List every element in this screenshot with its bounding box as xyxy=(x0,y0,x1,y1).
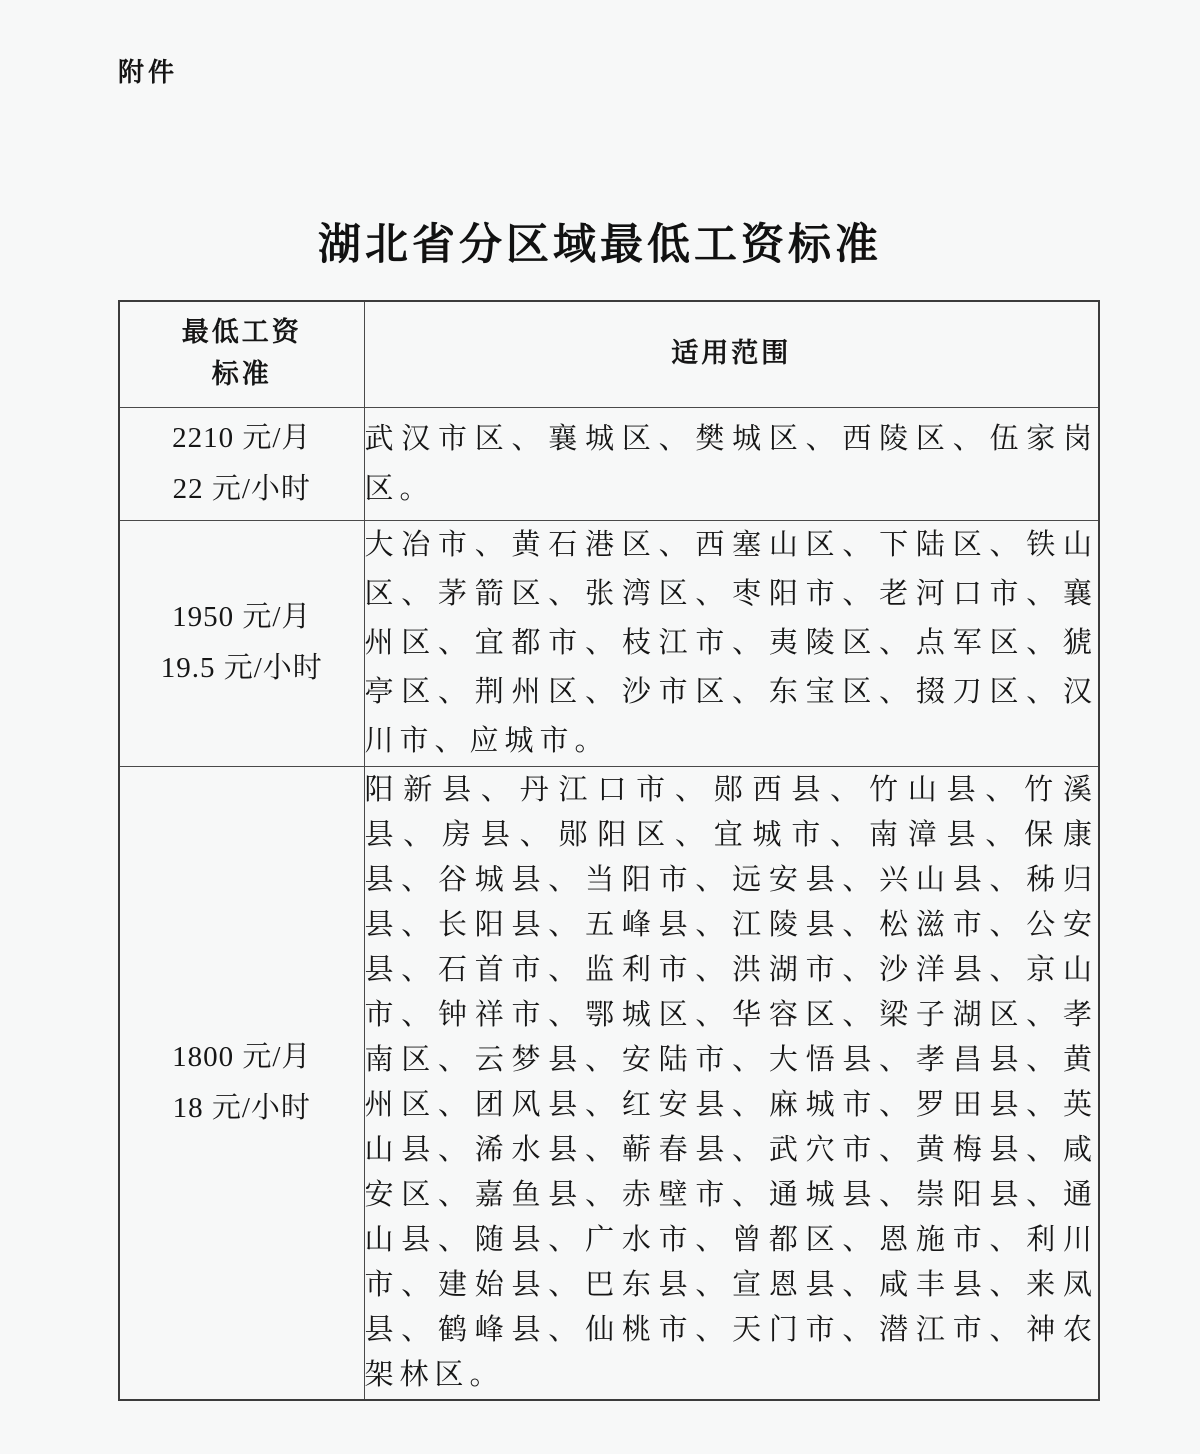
table-row xyxy=(119,766,1099,1400)
wage-standard-cell xyxy=(119,407,364,520)
wage-monthly: 1950 元/月 xyxy=(172,601,312,634)
wage-hourly: 19.5 元/小时 xyxy=(160,652,323,684)
scope-cell: 大冶市、黄石港区、西塞山区、下陆区、铁山区、茅箭区、张湾区、枣阳市、老河口市、襄州区、宜都市、枝江市、夷陵区、点军区、猇亭区、荆州区、沙市区、东宝区、掇刀区、汉川市、应城市。 xyxy=(364,520,1099,766)
wage-hourly: 18 元/小时 xyxy=(172,1091,311,1124)
column-header-wage-line1: 最低工资 xyxy=(181,317,302,348)
table-row xyxy=(119,520,1099,766)
column-header-wage-line2: 标准 xyxy=(211,359,272,390)
attachment-label: 附件 xyxy=(118,57,179,87)
scope-cell: 阳新县、丹江口市、郧西县、竹山县、竹溪县、房县、郧阳区、宜城市、南漳县、保康县、谷城县、当阳市、远安县、兴山县、秭归县、长阳县、五峰县、江陵县、松滋市、公安县、石首市、监利市、洪湖市、沙洋县、京山市、钟祥市、鄂城区、华容区、梁子湖区、孝南区、云梦县、安陆市、大悟县、孝昌县、黄州区、团风县、红安县、麻城市、罗田县、英山县、浠水县、蕲春县、武穴市、黄梅县、咸安区、嘉鱼县、赤壁市、通城县、崇阳县、通山县、随县、广水市、曾都区、恩施市、利川市、建始县、巴东县、宣恩县、咸丰县、来凤县、鹤峰县、仙桃市、天门市、潜江市、神农架林区。 xyxy=(364,766,1099,1400)
wage-standard-cell xyxy=(119,520,364,766)
wage-monthly: 2210 元/月 xyxy=(172,421,312,454)
table-row xyxy=(119,407,1099,520)
wage-hourly: 22 元/小时 xyxy=(172,472,311,505)
page-title: 湖北省分区域最低工资标准 xyxy=(318,221,882,269)
scope-cell: 武汉市区、襄城区、樊城区、西陵区、伍家岗区。 xyxy=(364,407,1099,520)
column-header-wage-standard xyxy=(119,301,364,407)
wage-standards-table xyxy=(118,300,1100,1401)
column-header-scope: 适用范围 xyxy=(364,301,1099,407)
wage-monthly: 1800 元/月 xyxy=(172,1041,312,1073)
table-header-row xyxy=(119,301,1099,407)
wage-standard-cell xyxy=(119,766,364,1400)
